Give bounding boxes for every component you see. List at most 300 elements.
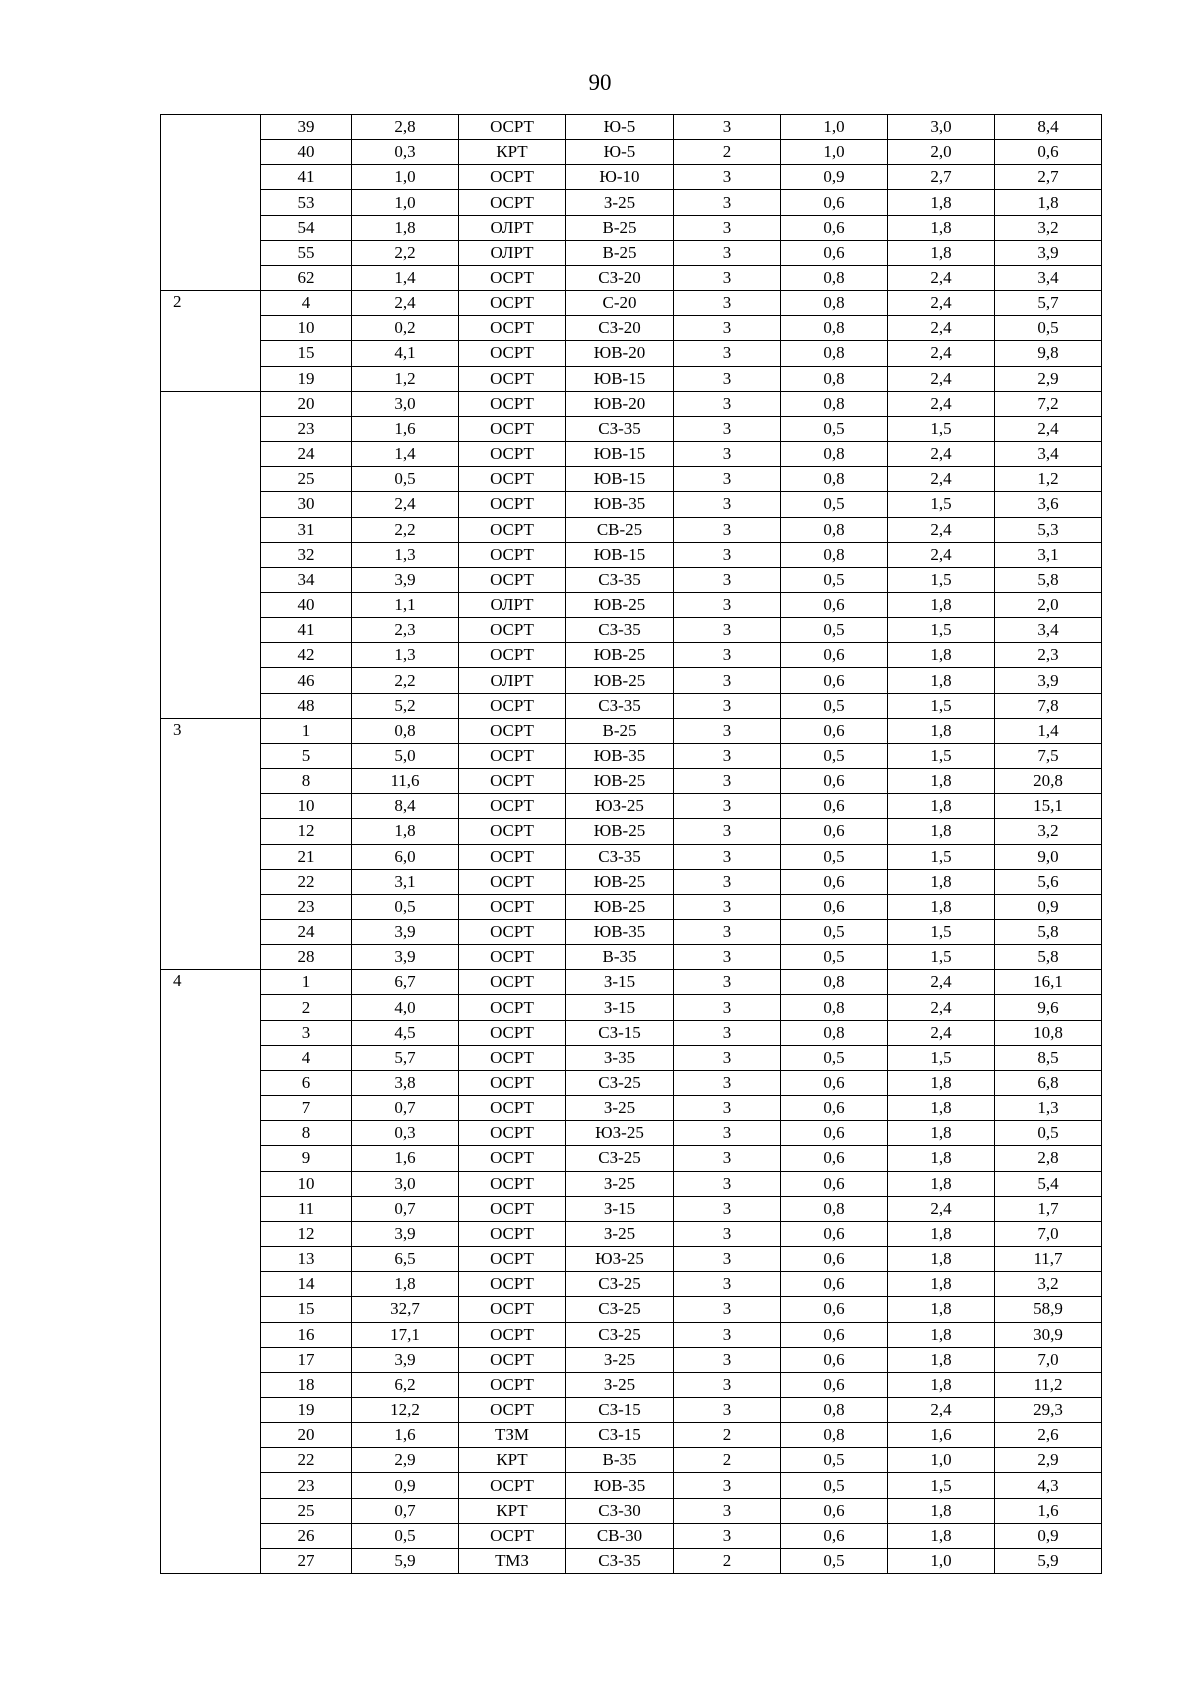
cell-area: 5,9: [352, 1548, 459, 1573]
cell-forest-type: ОСРТ: [459, 769, 566, 794]
cell-plot-number: 30: [261, 492, 352, 517]
cell-coefficient: 0,6: [781, 592, 888, 617]
cell-exposure-slope: СЗ-15: [566, 1020, 674, 1045]
cell-area: 1,8: [352, 819, 459, 844]
cell-volume: 7,8: [995, 693, 1102, 718]
cell-coefficient: 0,6: [781, 1372, 888, 1397]
group-cell: 2: [161, 291, 261, 392]
cell-norm: 1,8: [888, 1297, 995, 1322]
cell-category: 3: [674, 391, 781, 416]
cell-category: 3: [674, 1347, 781, 1372]
cell-area: 3,8: [352, 1070, 459, 1095]
cell-plot-number: 10: [261, 316, 352, 341]
cell-volume: 3,2: [995, 1272, 1102, 1297]
cell-plot-number: 3: [261, 1020, 352, 1045]
cell-volume: 5,8: [995, 567, 1102, 592]
cell-volume: 3,2: [995, 819, 1102, 844]
cell-coefficient: 0,6: [781, 819, 888, 844]
cell-area: 12,2: [352, 1397, 459, 1422]
cell-forest-type: ОСРТ: [459, 1397, 566, 1422]
cell-area: 1,6: [352, 416, 459, 441]
cell-category: 3: [674, 668, 781, 693]
cell-coefficient: 0,6: [781, 643, 888, 668]
cell-coefficient: 0,8: [781, 316, 888, 341]
cell-forest-type: ОСРТ: [459, 265, 566, 290]
cell-volume: 5,4: [995, 1171, 1102, 1196]
cell-category: 3: [674, 1196, 781, 1221]
cell-area: 0,2: [352, 316, 459, 341]
cell-volume: 3,4: [995, 618, 1102, 643]
cell-norm: 1,8: [888, 190, 995, 215]
cell-forest-type: ОСРТ: [459, 1347, 566, 1372]
cell-forest-type: ОСРТ: [459, 1523, 566, 1548]
cell-norm: 2,4: [888, 995, 995, 1020]
cell-forest-type: КРТ: [459, 1498, 566, 1523]
cell-volume: 29,3: [995, 1397, 1102, 1422]
cell-plot-number: 15: [261, 341, 352, 366]
cell-coefficient: 0,6: [781, 1247, 888, 1272]
cell-plot-number: 7: [261, 1096, 352, 1121]
cell-forest-type: ОСРТ: [459, 1020, 566, 1045]
cell-category: 3: [674, 1297, 781, 1322]
cell-category: 3: [674, 1523, 781, 1548]
cell-exposure-slope: ЮВ-20: [566, 341, 674, 366]
cell-plot-number: 5: [261, 743, 352, 768]
cell-norm: 1,8: [888, 1272, 995, 1297]
table-row: [161, 819, 1102, 844]
cell-norm: 1,8: [888, 869, 995, 894]
cell-coefficient: 0,6: [781, 1272, 888, 1297]
table-row: [161, 1020, 1102, 1045]
cell-plot-number: 2: [261, 995, 352, 1020]
cell-norm: 1,8: [888, 1372, 995, 1397]
cell-area: 2,4: [352, 492, 459, 517]
cell-plot-number: 6: [261, 1070, 352, 1095]
cell-category: 3: [674, 165, 781, 190]
cell-exposure-slope: ЮВ-25: [566, 643, 674, 668]
cell-category: 3: [674, 618, 781, 643]
cell-norm: 1,8: [888, 1247, 995, 1272]
cell-category: 3: [674, 743, 781, 768]
cell-area: 3,9: [352, 567, 459, 592]
table-row: [161, 1498, 1102, 1523]
cell-plot-number: 28: [261, 945, 352, 970]
table-row: [161, 1272, 1102, 1297]
cell-norm: 2,4: [888, 970, 995, 995]
cell-area: 1,0: [352, 165, 459, 190]
cell-category: 3: [674, 592, 781, 617]
cell-norm: 2,4: [888, 366, 995, 391]
cell-coefficient: 0,8: [781, 995, 888, 1020]
table-row: [161, 1070, 1102, 1095]
cell-exposure-slope: ЮЗ-25: [566, 1247, 674, 1272]
cell-plot-number: 8: [261, 769, 352, 794]
cell-plot-number: 25: [261, 1498, 352, 1523]
cell-plot-number: 15: [261, 1297, 352, 1322]
cell-exposure-slope: СЗ-30: [566, 1498, 674, 1523]
table-row: [161, 1297, 1102, 1322]
cell-forest-type: ОСРТ: [459, 1121, 566, 1146]
cell-category: 3: [674, 1121, 781, 1146]
cell-volume: 1,7: [995, 1196, 1102, 1221]
cell-exposure-slope: ЮВ-20: [566, 391, 674, 416]
cell-norm: 2,4: [888, 291, 995, 316]
cell-area: 6,5: [352, 1247, 459, 1272]
page-number: 90: [588, 70, 612, 95]
cell-coefficient: 0,6: [781, 1523, 888, 1548]
cell-exposure-slope: СЗ-20: [566, 316, 674, 341]
cell-forest-type: ОСРТ: [459, 970, 566, 995]
cell-forest-type: ОСРТ: [459, 718, 566, 743]
cell-forest-type: ОСРТ: [459, 894, 566, 919]
cell-forest-type: ОСРТ: [459, 190, 566, 215]
cell-norm: 1,8: [888, 1498, 995, 1523]
cell-forest-type: ОСРТ: [459, 1146, 566, 1171]
cell-plot-number: 16: [261, 1322, 352, 1347]
cell-coefficient: 0,6: [781, 190, 888, 215]
cell-plot-number: 32: [261, 542, 352, 567]
cell-coefficient: 0,8: [781, 1397, 888, 1422]
cell-plot-number: 23: [261, 894, 352, 919]
cell-plot-number: 24: [261, 920, 352, 945]
cell-category: 3: [674, 1272, 781, 1297]
cell-exposure-slope: Ю-10: [566, 165, 674, 190]
cell-forest-type: ОСРТ: [459, 341, 566, 366]
cell-exposure-slope: Ю-5: [566, 140, 674, 165]
cell-coefficient: 0,6: [781, 1322, 888, 1347]
cell-coefficient: 0,5: [781, 492, 888, 517]
cell-forest-type: ОСРТ: [459, 1171, 566, 1196]
cell-plot-number: 23: [261, 416, 352, 441]
table-row: [161, 1045, 1102, 1070]
cell-coefficient: 0,8: [781, 366, 888, 391]
cell-volume: 7,0: [995, 1221, 1102, 1246]
cell-area: 3,0: [352, 391, 459, 416]
cell-coefficient: 0,8: [781, 542, 888, 567]
cell-norm: 1,8: [888, 794, 995, 819]
cell-coefficient: 0,8: [781, 1423, 888, 1448]
cell-category: 3: [674, 291, 781, 316]
cell-area: 0,8: [352, 718, 459, 743]
cell-plot-number: 22: [261, 1448, 352, 1473]
cell-forest-type: ОСРТ: [459, 467, 566, 492]
cell-volume: 2,6: [995, 1423, 1102, 1448]
cell-area: 2,2: [352, 668, 459, 693]
cell-category: 3: [674, 945, 781, 970]
table-row: [161, 265, 1102, 290]
cell-norm: 2,4: [888, 1196, 995, 1221]
cell-category: 2: [674, 1423, 781, 1448]
cell-norm: 1,0: [888, 1548, 995, 1573]
cell-coefficient: 0,5: [781, 1548, 888, 1573]
cell-plot-number: 1: [261, 718, 352, 743]
cell-category: 3: [674, 1096, 781, 1121]
cell-forest-type: ОСРТ: [459, 567, 566, 592]
cell-coefficient: 0,5: [781, 693, 888, 718]
cell-coefficient: 0,8: [781, 291, 888, 316]
cell-norm: 1,5: [888, 693, 995, 718]
cell-coefficient: 0,5: [781, 416, 888, 441]
cell-forest-type: ОСРТ: [459, 1070, 566, 1095]
cell-coefficient: 0,6: [781, 1121, 888, 1146]
cell-norm: 2,7: [888, 165, 995, 190]
table-row: [161, 1221, 1102, 1246]
cell-exposure-slope: ЮВ-35: [566, 492, 674, 517]
cell-exposure-slope: В-35: [566, 945, 674, 970]
cell-exposure-slope: СЗ-15: [566, 1423, 674, 1448]
cell-category: 3: [674, 995, 781, 1020]
cell-volume: 8,4: [995, 115, 1102, 140]
cell-coefficient: 0,8: [781, 1196, 888, 1221]
cell-category: 3: [674, 567, 781, 592]
cell-forest-type: ОСРТ: [459, 1096, 566, 1121]
cell-category: 2: [674, 140, 781, 165]
cell-area: 0,5: [352, 467, 459, 492]
cell-category: 3: [674, 1221, 781, 1246]
cell-area: 0,7: [352, 1498, 459, 1523]
cell-coefficient: 0,9: [781, 165, 888, 190]
cell-category: 3: [674, 1397, 781, 1422]
cell-volume: 9,8: [995, 341, 1102, 366]
cell-volume: 5,7: [995, 291, 1102, 316]
table-row: [161, 442, 1102, 467]
cell-norm: 1,8: [888, 643, 995, 668]
table-row: [161, 618, 1102, 643]
cell-volume: 2,8: [995, 1146, 1102, 1171]
table-row: [161, 970, 1102, 995]
cell-exposure-slope: ЮВ-15: [566, 366, 674, 391]
cell-volume: 3,9: [995, 240, 1102, 265]
cell-exposure-slope: ЮЗ-25: [566, 1121, 674, 1146]
cell-volume: 58,9: [995, 1297, 1102, 1322]
cell-coefficient: 0,6: [781, 1347, 888, 1372]
cell-volume: 1,3: [995, 1096, 1102, 1121]
cell-norm: 1,8: [888, 240, 995, 265]
cell-area: 3,9: [352, 1347, 459, 1372]
cell-category: 3: [674, 1020, 781, 1045]
cell-plot-number: 4: [261, 1045, 352, 1070]
cell-forest-type: ОЛРТ: [459, 592, 566, 617]
cell-forest-type: ОСРТ: [459, 165, 566, 190]
cell-volume: 8,5: [995, 1045, 1102, 1070]
cell-volume: 1,2: [995, 467, 1102, 492]
cell-plot-number: 48: [261, 693, 352, 718]
cell-coefficient: 0,5: [781, 844, 888, 869]
cell-exposure-slope: З-25: [566, 1096, 674, 1121]
table-row: [161, 794, 1102, 819]
cell-plot-number: 53: [261, 190, 352, 215]
cell-norm: 2,4: [888, 517, 995, 542]
cell-area: 0,5: [352, 894, 459, 919]
cell-forest-type: ТМЗ: [459, 1548, 566, 1573]
cell-plot-number: 19: [261, 366, 352, 391]
cell-forest-type: ТЗМ: [459, 1423, 566, 1448]
cell-norm: 2,4: [888, 265, 995, 290]
cell-coefficient: 0,5: [781, 743, 888, 768]
cell-area: 2,2: [352, 517, 459, 542]
cell-volume: 5,9: [995, 1548, 1102, 1573]
cell-exposure-slope: ЮВ-25: [566, 819, 674, 844]
cell-norm: 1,8: [888, 592, 995, 617]
cell-area: 2,9: [352, 1448, 459, 1473]
cell-norm: 1,5: [888, 743, 995, 768]
cell-area: 32,7: [352, 1297, 459, 1322]
cell-plot-number: 17: [261, 1347, 352, 1372]
cell-coefficient: 0,6: [781, 1171, 888, 1196]
cell-forest-type: ОСРТ: [459, 316, 566, 341]
cell-plot-number: 8: [261, 1121, 352, 1146]
cell-norm: 1,8: [888, 668, 995, 693]
cell-exposure-slope: СЗ-25: [566, 1146, 674, 1171]
cell-coefficient: 0,5: [781, 945, 888, 970]
cell-coefficient: 0,6: [781, 1070, 888, 1095]
cell-norm: 2,4: [888, 542, 995, 567]
cell-exposure-slope: СЗ-35: [566, 618, 674, 643]
cell-area: 6,7: [352, 970, 459, 995]
cell-category: 2: [674, 1548, 781, 1573]
cell-volume: 9,0: [995, 844, 1102, 869]
cell-coefficient: 0,6: [781, 869, 888, 894]
cell-area: 1,4: [352, 265, 459, 290]
cell-norm: 2,4: [888, 316, 995, 341]
cell-volume: 5,8: [995, 920, 1102, 945]
cell-forest-type: ОСРТ: [459, 1221, 566, 1246]
cell-forest-type: ОСРТ: [459, 844, 566, 869]
group-cell: 4: [161, 970, 261, 1574]
cell-exposure-slope: СЗ-25: [566, 1272, 674, 1297]
cell-area: 4,1: [352, 341, 459, 366]
table-row: [161, 1448, 1102, 1473]
cell-volume: 0,5: [995, 1121, 1102, 1146]
cell-norm: 1,8: [888, 1221, 995, 1246]
cell-exposure-slope: ЮВ-15: [566, 542, 674, 567]
cell-forest-type: ОСРТ: [459, 693, 566, 718]
cell-coefficient: 0,6: [781, 894, 888, 919]
cell-coefficient: 0,6: [781, 1096, 888, 1121]
cell-area: 1,8: [352, 1272, 459, 1297]
cell-norm: 1,5: [888, 567, 995, 592]
cell-plot-number: 18: [261, 1372, 352, 1397]
cell-category: 3: [674, 1146, 781, 1171]
cell-forest-type: ОСРТ: [459, 416, 566, 441]
cell-category: 3: [674, 341, 781, 366]
cell-volume: 7,5: [995, 743, 1102, 768]
cell-plot-number: 13: [261, 1247, 352, 1272]
cell-norm: 2,4: [888, 1020, 995, 1045]
cell-exposure-slope: СВ-25: [566, 517, 674, 542]
table-row: [161, 291, 1102, 316]
cell-coefficient: 0,5: [781, 1045, 888, 1070]
cell-forest-type: ОЛРТ: [459, 240, 566, 265]
cell-exposure-slope: В-35: [566, 1448, 674, 1473]
cell-category: 3: [674, 517, 781, 542]
table-row: [161, 341, 1102, 366]
table-row: [161, 1146, 1102, 1171]
cell-volume: 7,0: [995, 1347, 1102, 1372]
cell-category: 3: [674, 1070, 781, 1095]
cell-category: 3: [674, 643, 781, 668]
table-row: [161, 718, 1102, 743]
cell-area: 17,1: [352, 1322, 459, 1347]
cell-exposure-slope: З-25: [566, 1221, 674, 1246]
cell-forest-type: ОСРТ: [459, 115, 566, 140]
cell-norm: 1,5: [888, 1045, 995, 1070]
cell-area: 3,0: [352, 1171, 459, 1196]
cell-volume: 11,7: [995, 1247, 1102, 1272]
cell-volume: 1,8: [995, 190, 1102, 215]
cell-forest-type: ОСРТ: [459, 366, 566, 391]
cell-category: 3: [674, 1372, 781, 1397]
cell-norm: 2,0: [888, 140, 995, 165]
cell-norm: 1,8: [888, 215, 995, 240]
cell-norm: 1,6: [888, 1423, 995, 1448]
cell-plot-number: 20: [261, 391, 352, 416]
cell-category: 3: [674, 718, 781, 743]
cell-exposure-slope: ЮВ-25: [566, 894, 674, 919]
cell-norm: 1,5: [888, 416, 995, 441]
table-row: [161, 492, 1102, 517]
cell-volume: 1,6: [995, 1498, 1102, 1523]
table-row: [161, 1322, 1102, 1347]
cell-exposure-slope: ЮВ-15: [566, 442, 674, 467]
cell-plot-number: 25: [261, 467, 352, 492]
cell-area: 1,1: [352, 592, 459, 617]
cell-category: 3: [674, 693, 781, 718]
cell-plot-number: 31: [261, 517, 352, 542]
cell-area: 5,0: [352, 743, 459, 768]
cell-coefficient: 0,6: [781, 1297, 888, 1322]
table-row: [161, 1473, 1102, 1498]
cell-exposure-slope: Ю-5: [566, 115, 674, 140]
cell-area: 0,9: [352, 1473, 459, 1498]
cell-forest-type: ОЛРТ: [459, 215, 566, 240]
cell-plot-number: 54: [261, 215, 352, 240]
table-row: [161, 592, 1102, 617]
table-row: [161, 517, 1102, 542]
cell-plot-number: 9: [261, 1146, 352, 1171]
table-row: [161, 1523, 1102, 1548]
cell-coefficient: 0,6: [781, 1498, 888, 1523]
table-row: [161, 542, 1102, 567]
cell-category: 3: [674, 492, 781, 517]
cell-coefficient: 0,6: [781, 215, 888, 240]
cell-exposure-slope: З-25: [566, 1347, 674, 1372]
cell-exposure-slope: ЮВ-35: [566, 920, 674, 945]
cell-category: 3: [674, 920, 781, 945]
cell-norm: 3,0: [888, 115, 995, 140]
cell-volume: 30,9: [995, 1322, 1102, 1347]
cell-exposure-slope: СЗ-35: [566, 844, 674, 869]
cell-coefficient: 0,5: [781, 618, 888, 643]
cell-volume: 15,1: [995, 794, 1102, 819]
cell-forest-type: ОСРТ: [459, 291, 566, 316]
cell-area: 0,5: [352, 1523, 459, 1548]
cell-exposure-slope: С-20: [566, 291, 674, 316]
cell-norm: 1,5: [888, 945, 995, 970]
cell-forest-type: КРТ: [459, 140, 566, 165]
cell-plot-number: 21: [261, 844, 352, 869]
table-row: [161, 366, 1102, 391]
cell-coefficient: 0,5: [781, 567, 888, 592]
table-row: [161, 1548, 1102, 1573]
group-cell: [161, 115, 261, 291]
cell-plot-number: 14: [261, 1272, 352, 1297]
cell-area: 6,0: [352, 844, 459, 869]
cell-area: 1,0: [352, 190, 459, 215]
cell-area: 1,6: [352, 1423, 459, 1448]
cell-plot-number: 12: [261, 819, 352, 844]
cell-category: 3: [674, 240, 781, 265]
